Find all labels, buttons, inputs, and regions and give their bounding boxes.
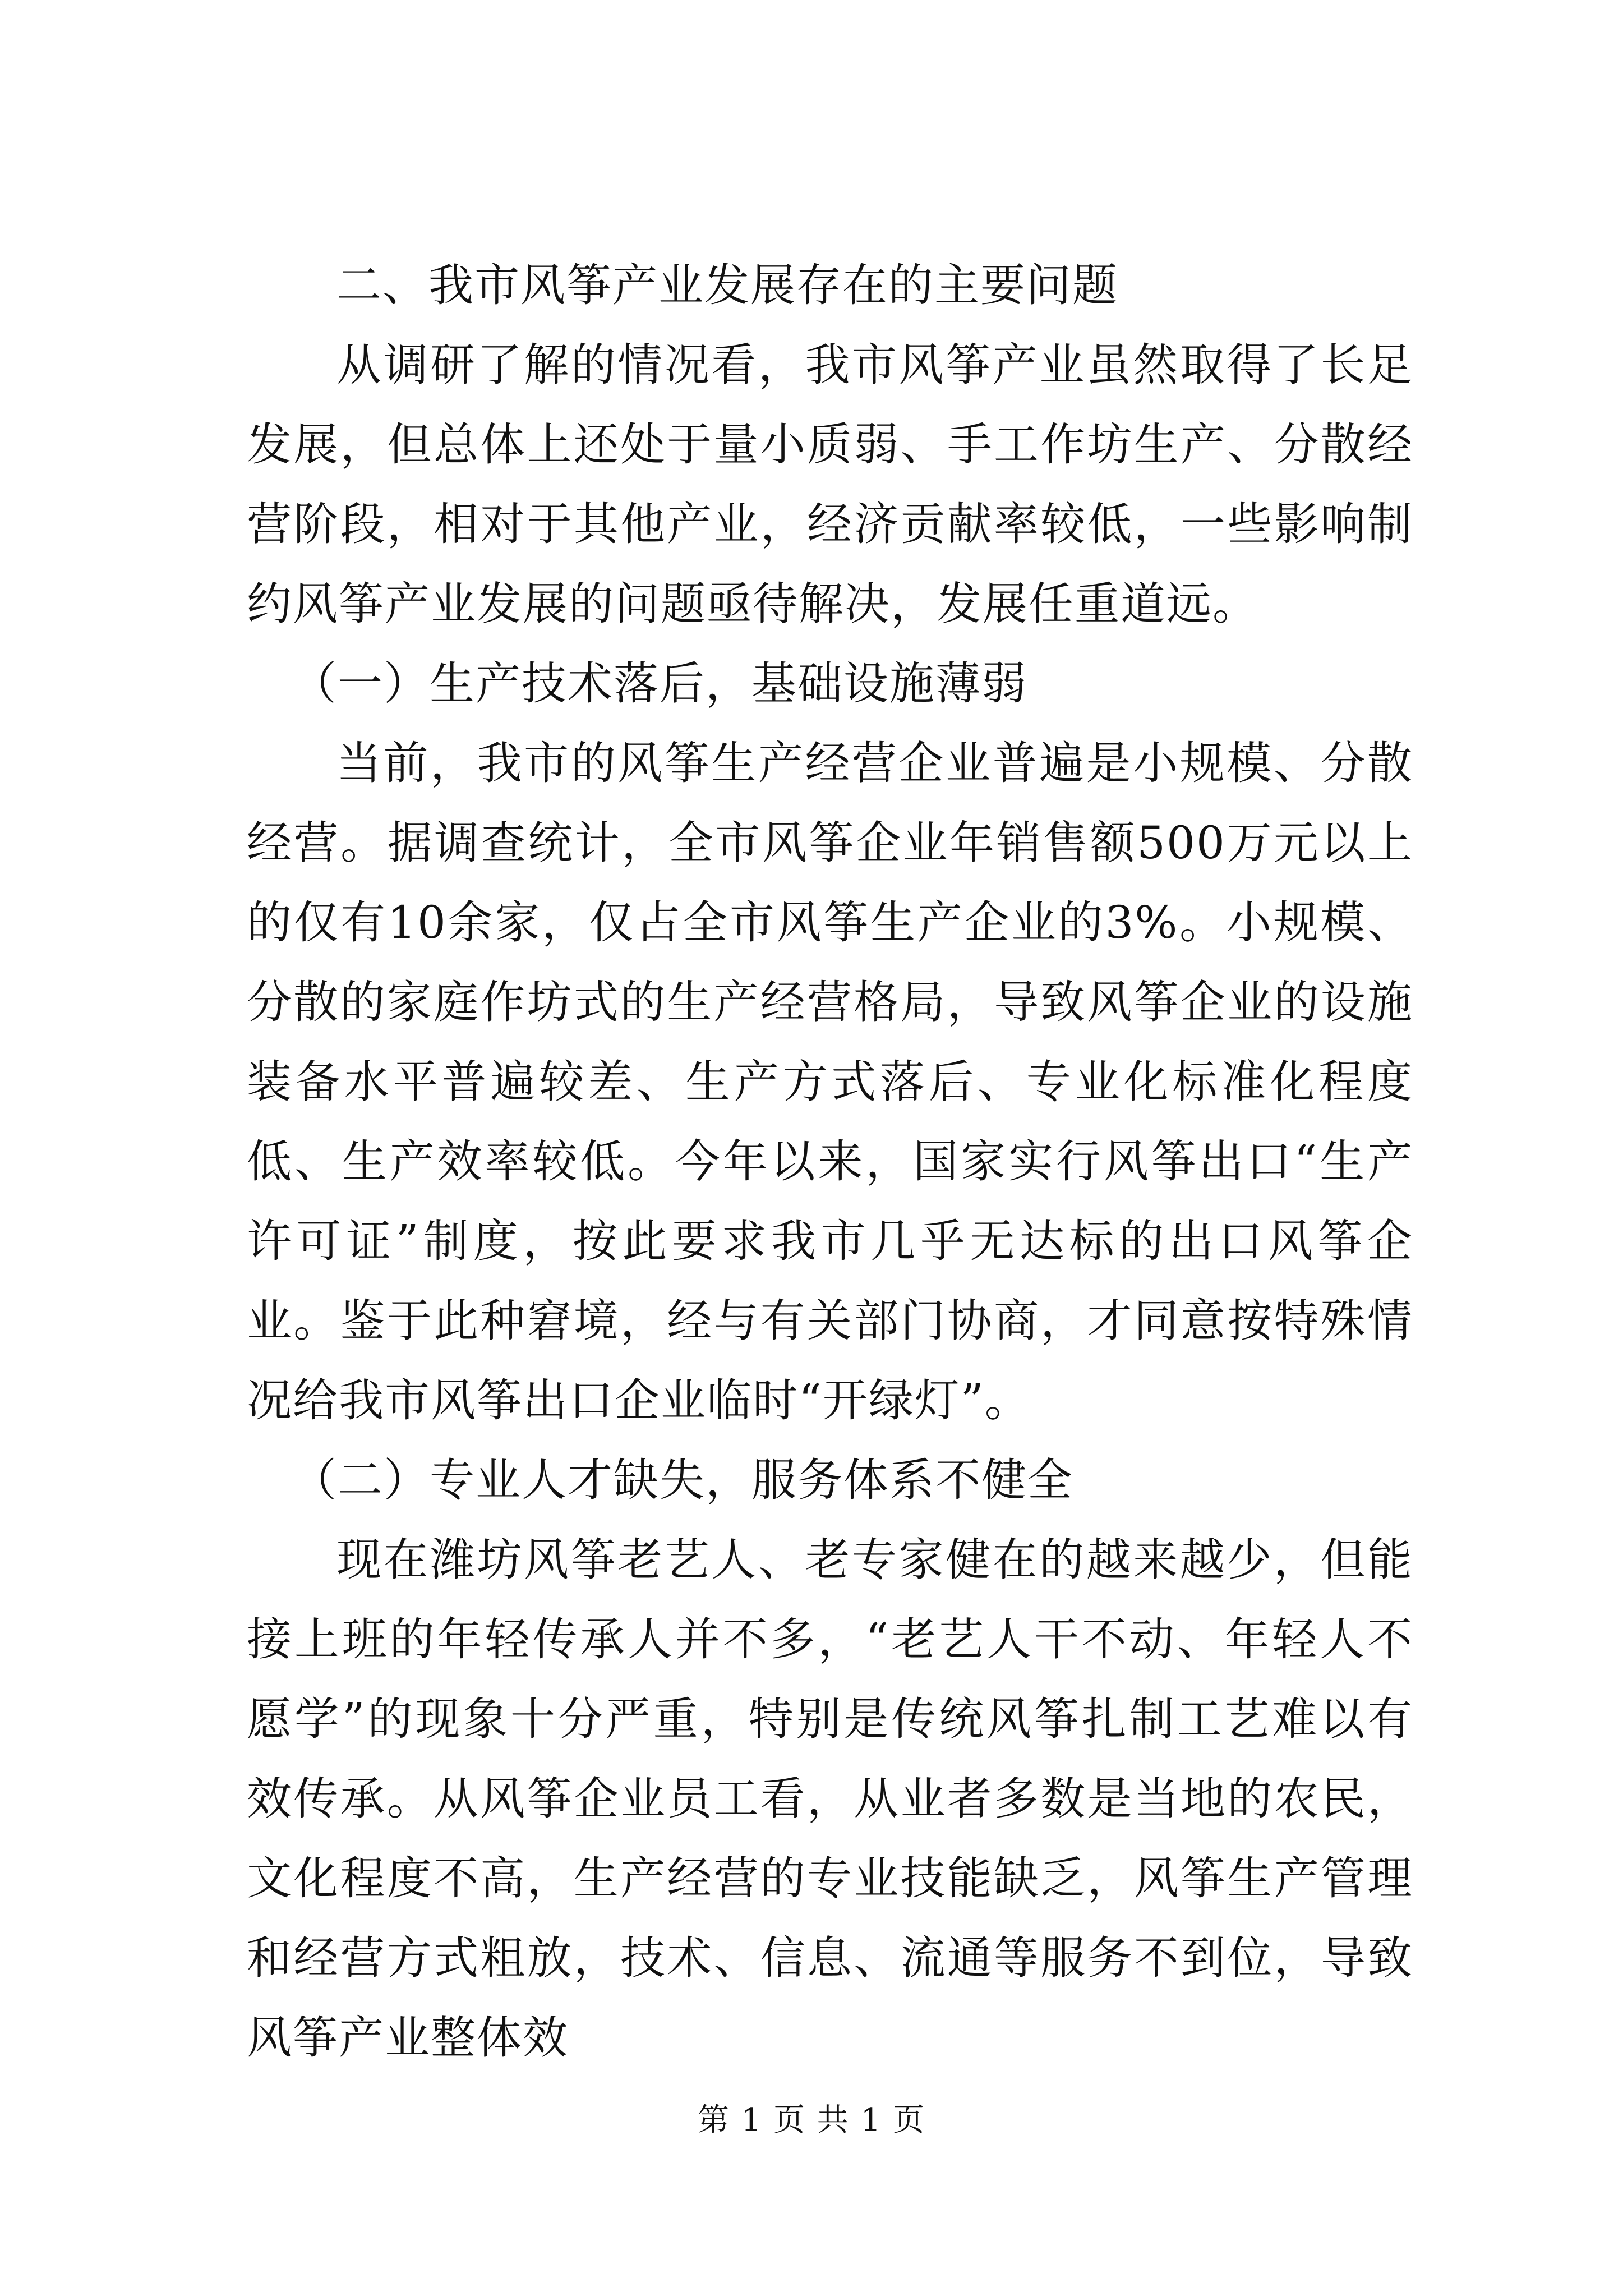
paragraph-1: 从调研了解的情况看，我市风筝产业虽然取得了长足发展，但总体上还处于量小质弱、手工作坊生产、分散经营阶段，相对于其他产业，经济贡献率较低，一些影响制约风筝产业发展的问题亟待解决，发展任重道远。: [247, 339, 1413, 630]
paragraph-3: 现在潍坊风筝老艺人、老专家健在的越来越少，但能接上班的年轻传承人并不多，“老艺人干不动、年轻人不愿学”的现象十分严重，特别是传统风筝扎制工艺难以有效传承。从风筝企业员工看，从业者多数是当地的农民，文化程度不高，生产经营的专业技能缺乏，风筝生产管理和经营方式粗放，技术、信息、流通等服务不到位，导致风筝产业整体效: [247, 1534, 1413, 2064]
paragraph-2: 当前，我市的风筝生产经营企业普遍是小规模、分散经营。据调查统计，全市风筝企业年销售额500万元以上的仅有10余家，仅占全市风筝生产企业的3%。小规模、分散的家庭作坊式的生产经营格局，导致风筝企业的设施装备水平普遍较差、生产方式落后、专业化标准化程度低、生产效率较低。今年以来，国家实行风筝出口“生产许可证”制度，按此要求我市几乎无达标的出口风筝企业。鉴于此种窘境，经与有关部门协商，才同意按特殊情况给我市风筝出口企业临时“开绿灯”。: [247, 737, 1413, 1427]
document-body: [247, 246, 1413, 2078]
subheading-2: （二）专业人才缺失，服务体系不健全: [292, 1454, 1073, 1506]
subheading-1: （一）生产技术落后，基础设施薄弱: [292, 657, 1027, 710]
page-footer: 第 1 页 共 1 页: [697, 2102, 926, 2138]
section-title: 二、我市风筝产业发展存在的主要问题: [336, 259, 1118, 311]
